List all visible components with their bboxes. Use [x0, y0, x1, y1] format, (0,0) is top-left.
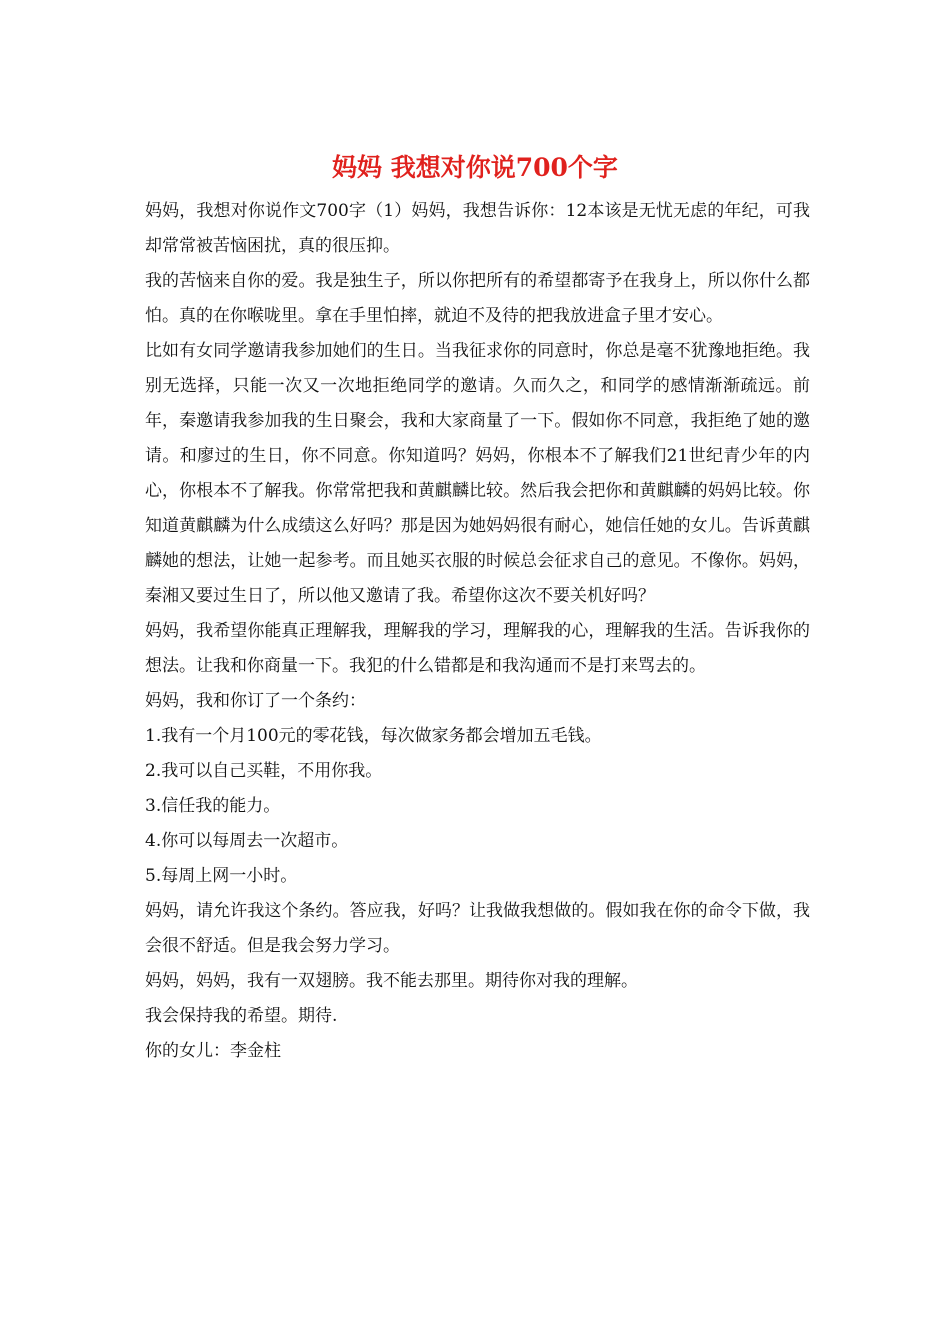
paragraph-intro: 妈妈，我想对你说作文700字（1）妈妈，我想告诉你：12本该是无忧无虑的年纪，可我却常常被苦恼困扰，真的很压抑。 — [145, 201, 810, 256]
paragraph-worry: 我的苦恼来自你的爱。我是独生子，所以你把所有的希望都寄予在我身上，所以你什么都怕。真的在你喉咙里。拿在手里怕摔，就迫不及待的把我放进盒子里才安心。 — [145, 271, 810, 326]
signature-line: 你的女儿：李金柱 — [145, 1041, 281, 1061]
paragraph-agreement-intro: 妈妈，我和你订了一个条约： — [145, 691, 366, 711]
list-item-3: 3.信任我的能力。 — [145, 796, 281, 816]
list-item-5: 5.每周上网一小时。 — [145, 866, 298, 886]
paragraph-hope: 妈妈，我希望你能真正理解我，理解我的学习，理解我的心，理解我的生活。告诉我你的想法。让我和你商量一下。我犯的什么错都是和我沟通而不是打来骂去的。 — [145, 621, 810, 676]
document-title: 妈妈 我想对你说700个字 — [332, 153, 618, 182]
list-item-2: 2.我可以自己买鞋，不用你我。 — [145, 761, 383, 781]
paragraph-expectation: 我会保持我的希望。期待. — [145, 1006, 338, 1026]
paragraph-request: 妈妈，请允许我这个条约。答应我，好吗？让我做我想做的。假如我在你的命令下做，我会很不舒适。但是我会努力学习。 — [145, 901, 810, 956]
paragraph-example: 比如有女同学邀请我参加她们的生日。当我征求你的同意时，你总是毫不犹豫地拒绝。我别无选择，只能一次又一次地拒绝同学的邀请。久而久之，和同学的感情渐渐疏远。前年，秦邀请我参加我的生日聚会，我和大家商量了一下。假如你不同意，我拒绝了她的邀请。和廖过的生日，你不同意。你知道吗？妈妈，你根本不了解我们21世纪青少年的内心，你根本不了解我。你常常把我和黄麒麟比较。然后我会把你和黄麒麟的妈妈比较。你知道黄麒麟为什么成绩这么好吗？那是因为她妈妈很有耐心，她信任她的女儿。告诉黄麒麟她的想法，让她一起参考。而且她买衣服的时候总会征求自己的意见。不像你。妈妈，秦湘又要过生日了，所以他又邀请了我。希望你这次不要关机好吗？ — [145, 341, 810, 606]
list-item-4: 4.你可以每周去一次超市。 — [145, 831, 349, 851]
list-item-1: 1.我有一个月100元的零花钱，每次做家务都会增加五毛钱。 — [145, 726, 602, 746]
paragraph-wings: 妈妈，妈妈，我有一双翅膀。我不能去那里。期待你对我的理解。 — [145, 971, 638, 991]
document-body — [145, 194, 810, 1069]
